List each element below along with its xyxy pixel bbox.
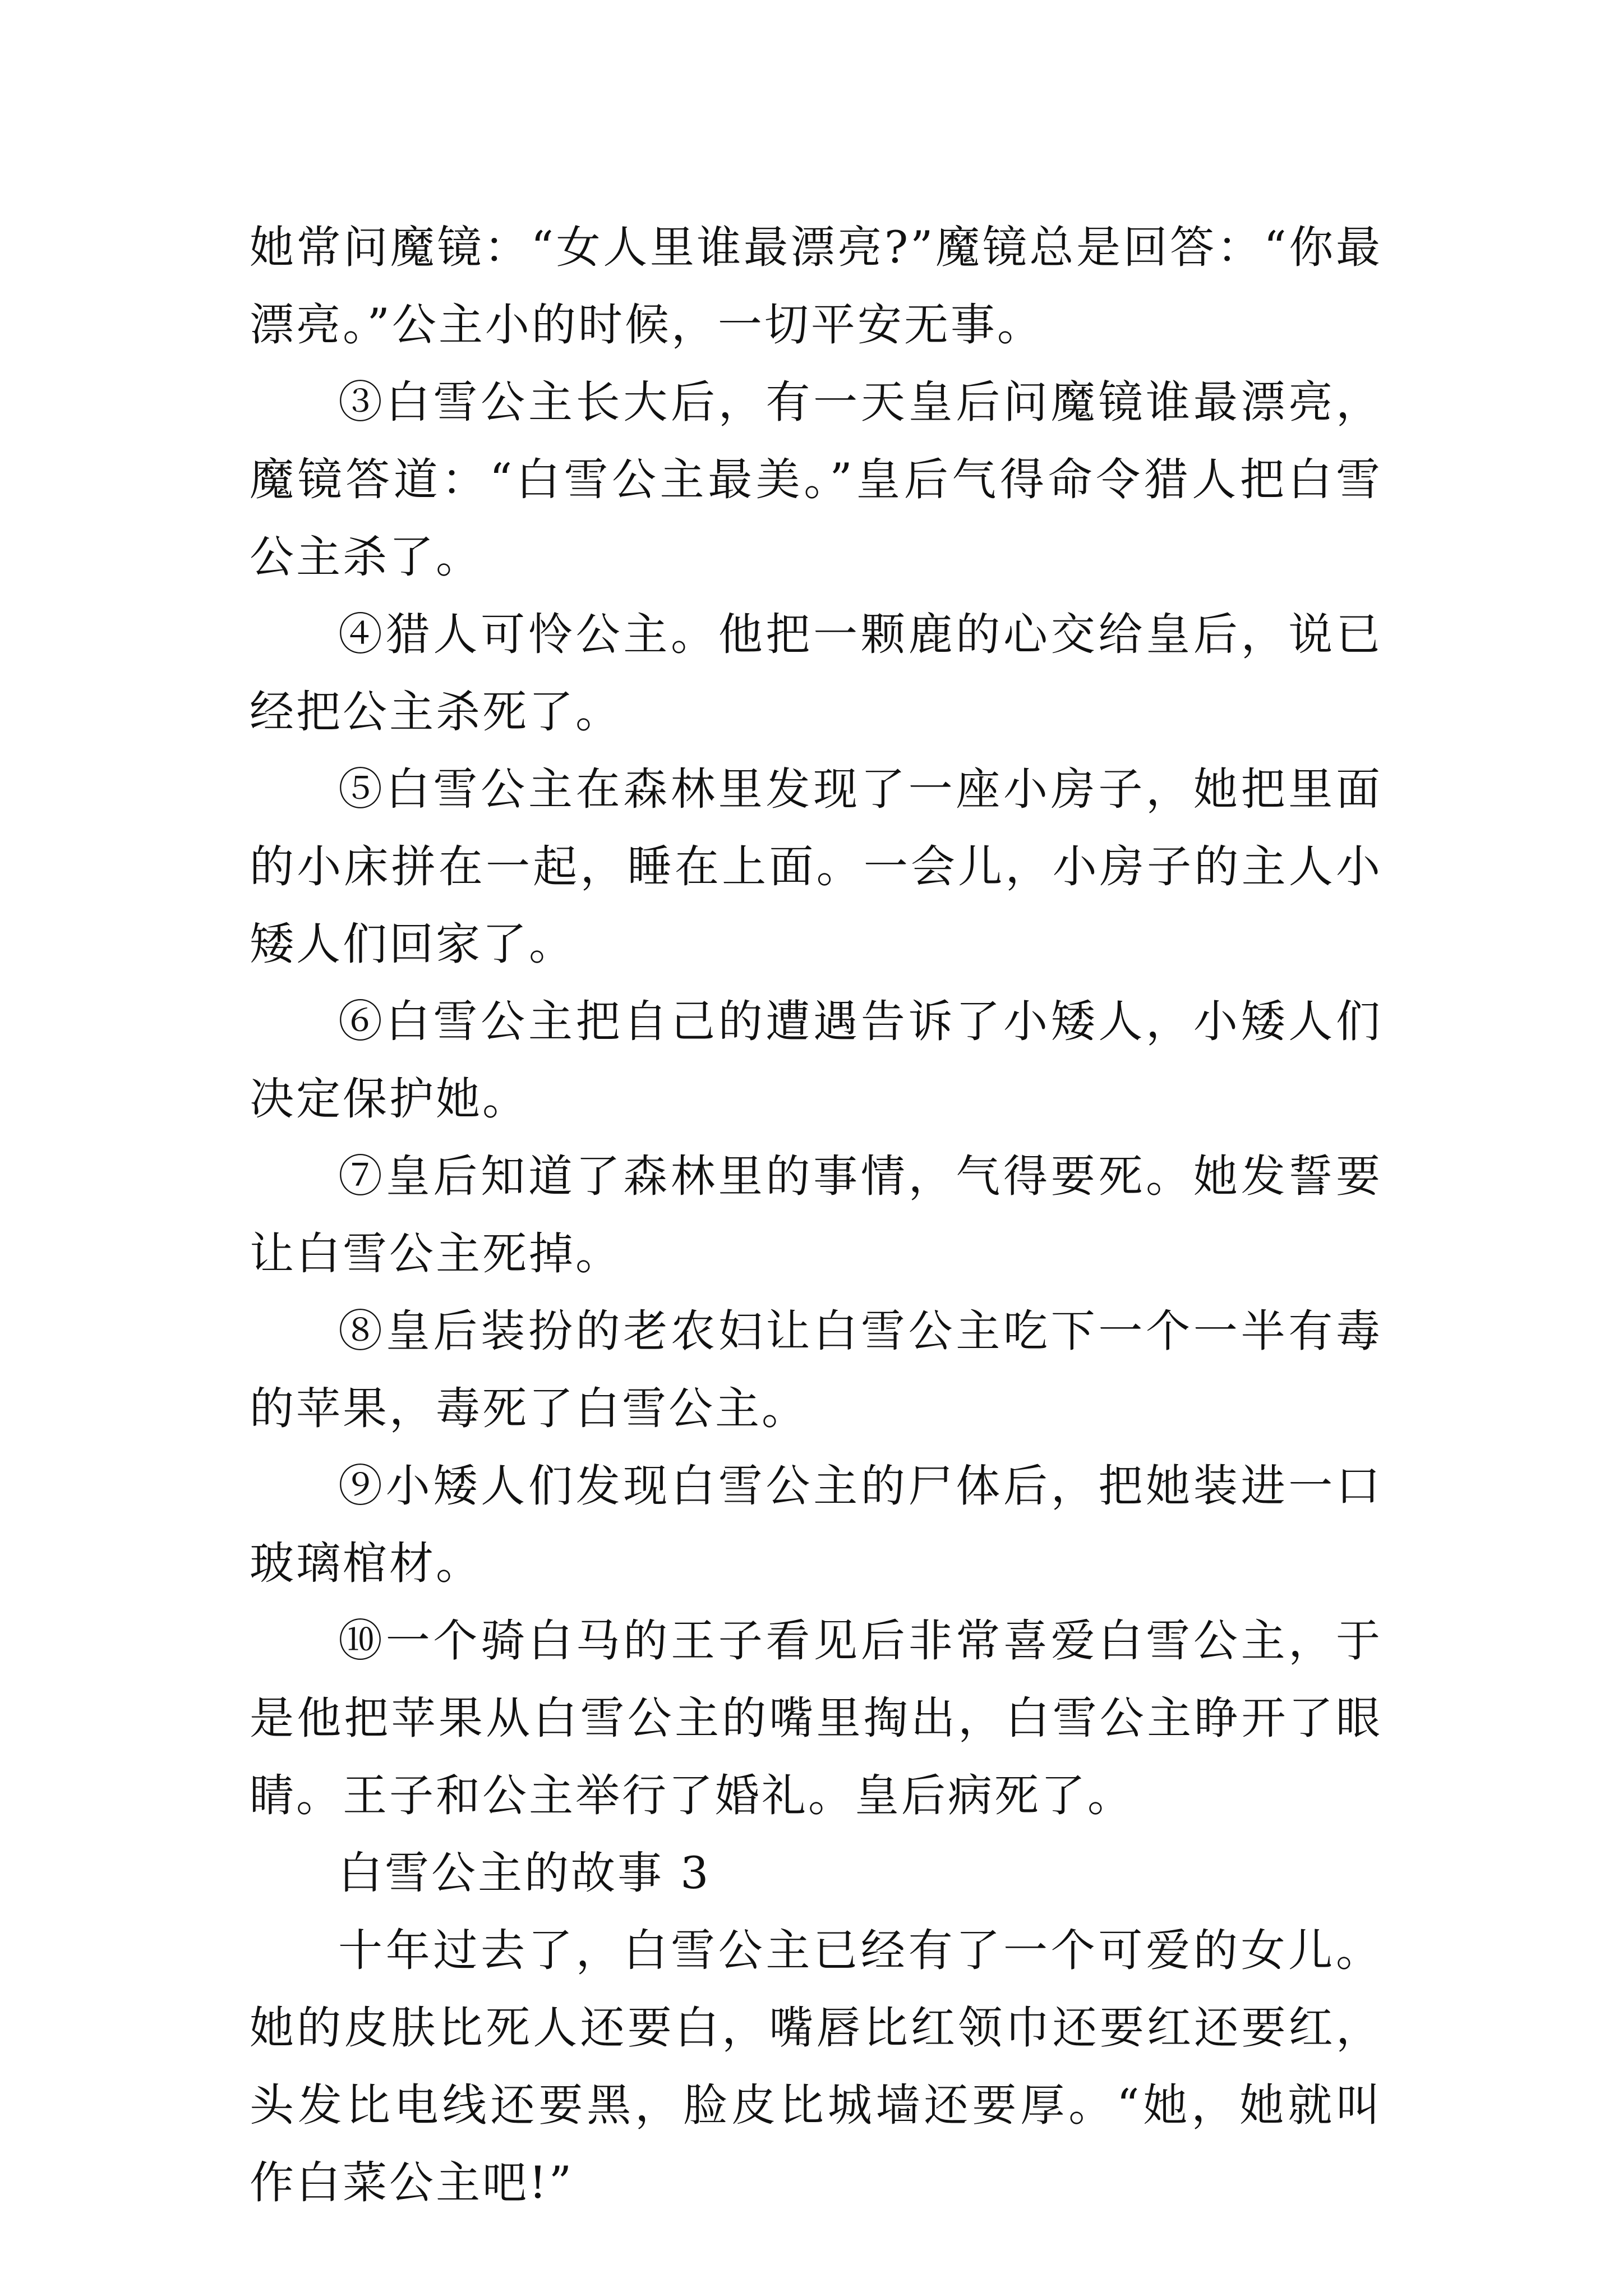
paragraph-6: ⑥白雪公主把自己的遭遇告诉了小矮人，小矮人们决定保护她。 — [250, 996, 1382, 1125]
section-heading: 白雪公主的故事 3 — [338, 1847, 711, 1899]
paragraph-continuation: 她常问魔镜：“女人里谁最漂亮?”魔镜总是回答：“你最漂亮。”公主小的时候，一切平安无事。 — [250, 222, 1382, 351]
paragraph-8: ⑧皇后装扮的老农妇让白雪公主吃下一个一半有毒的苹果，毒死了白雪公主。 — [250, 1305, 1382, 1434]
paragraph-3: ③白雪公主长大后，有一天皇后问魔镜谁最漂亮，魔镜答道：“白雪公主最美。”皇后气得命令猎人把白雪公主杀了。 — [250, 376, 1382, 583]
paragraph-9: ⑨小矮人们发现白雪公主的尸体后，把她装进一口玻璃棺材。 — [250, 1460, 1382, 1589]
paragraph-story-3: 十年过去了，白雪公主已经有了一个可爱的女儿。她的皮肤比死人还要白，嘴唇比红领巾还要红还要红，头发比电线还要黑，脸皮比城墙还要厚。“她，她就叫作白菜公主吧!” — [250, 1925, 1382, 2208]
paragraph-5: ⑤白雪公主在森林里发现了一座小房子，她把里面的小床拼在一起，睡在上面。一会儿，小房子的主人小矮人们回家了。 — [250, 763, 1382, 970]
body-text — [250, 209, 1382, 2221]
paragraph-7: ⑦皇后知道了森林里的事情，气得要死。她发誓要让白雪公主死掉。 — [250, 1151, 1382, 1280]
paragraph-10: ⑩一个骑白马的王子看见后非常喜爱白雪公主，于是他把苹果从白雪公主的嘴里掏出，白雪公主睁开了眼睛。王子和公主举行了婚礼。皇后病死了。 — [250, 1615, 1382, 1821]
paragraph-4: ④猎人可怜公主。他把一颗鹿的心交给皇后，说已经把公主杀死了。 — [250, 609, 1382, 738]
